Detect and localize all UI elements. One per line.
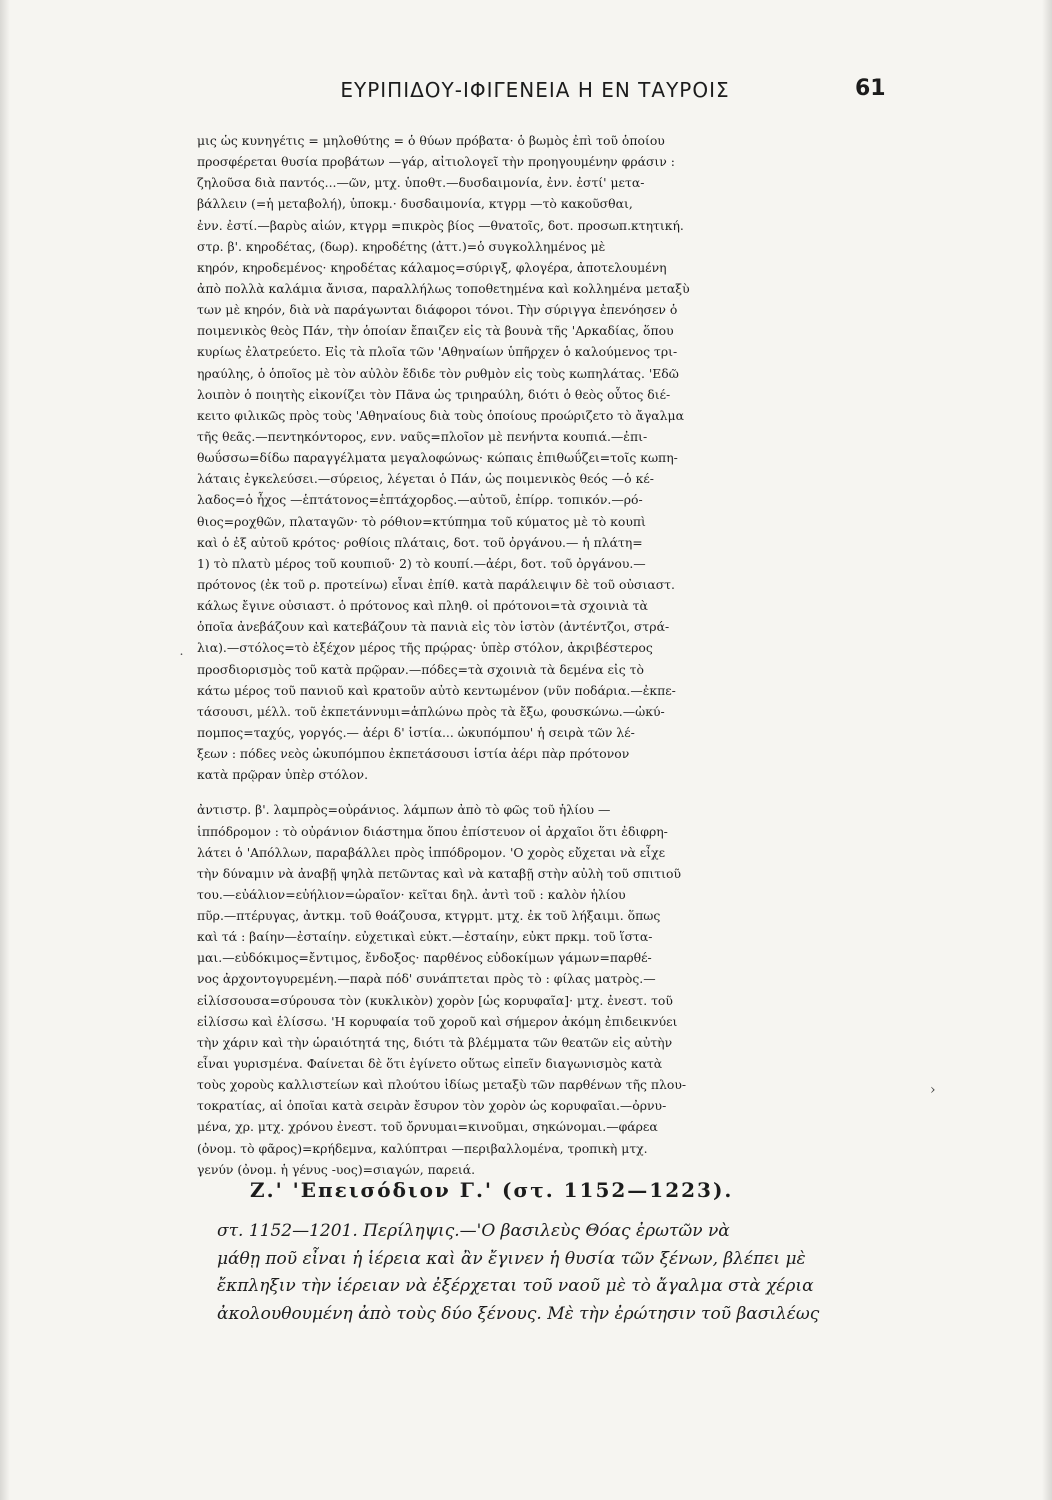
body-line: τοὺς χοροὺς καλλιστείων καὶ πλούτου ἰδίως μεταξὺ τῶν παρθένων τῆς πλου- [197,1077,687,1093]
body-line: του.—εὐάλιον=εὐήλιον=ὡραῖον· κεῖται δηλ. ἀντὶ τοῦ : καλὸν ἡλίου [197,886,626,902]
body-line: ἀντιστρ. β'. λαμπρὸς=οὐράνιος. λάμπων ἀπὸ τὸ φῶς τοῦ ἡλίου — [197,802,611,818]
body-line: γενύν (ὀνομ. ἡ γένυς -υος)=σιαγών, παρειά. [197,1161,476,1177]
body-line: ὁποῖα ἀνεβάζουν καὶ κατεβάζουν τὰ πανιὰ εἰς τὸν ἱστὸν (ἀντέντζοι, στρά- [197,619,670,635]
italic-line: ἀκολουθουμένη ἀπὸ τοὺς δύο ξένους. Μὲ τὴν ἐρώτησιν τοῦ βασιλέως [217,1303,820,1324]
italic-line: μάθῃ ποῦ εἶναι ἡ ἱέρεια καὶ ἂν ἔγινεν ἡ θυσία τῶν ξένων, βλέπει μὲ [217,1248,806,1269]
body-line: τάσουσι, μέλλ. τοῦ ἐκπετάννυμι=ἁπλώνω πρὸς τὰ ἔξω, φουσκώνω.—ὠκύ- [197,703,665,719]
section-heading: Ζ.' 'Επεισόδιον Γ.' (στ. 1152—1223). [250,1178,734,1202]
body-line: προσδιορισμὸς τοῦ κατὰ πρῷραν.—πόδες=τὰ σχοινιὰ τὰ δεμένα εἰς τὸ [197,661,644,677]
body-line: ἀπὸ πολλὰ καλάμια ἄνισα, παραλλήλως τοποθετημένα καὶ κολλημένα μεταξὺ [197,280,690,296]
body-line: λάταις ἐγκελεύσει.—σύρειος, λέγεται ὁ Πάν, ὡς ποιμενικὸς θεός —ὁ κέ- [197,471,654,487]
body-line: (ὀνομ. τὸ φᾶρος)=κρήδεμνα, καλύπτραι —περιβαλλομένα, τροπικὴ μτχ. [197,1140,648,1156]
body-line: κάτω μέρος τοῦ πανιοῦ καὶ κρατοῦν αὐτὸ κεντωμένον (νῦν ποδάρια.—ἐκπε- [197,682,676,698]
body-line: των μὲ κηρόν, διὰ νὰ παράγωνται διάφοροι τόνοι. Τὴν σύριγγα ἐπενόησεν ὁ [197,302,678,318]
page-edge-right [1042,0,1052,1500]
body-line: κατὰ πρῷραν ὑπὲρ στόλον. [197,767,369,783]
body-line: καὶ ὁ ἐξ αὐτοῦ κρότος· ροθίοις πλάταις, δοτ. τοῦ ὀργάνου.— ἡ πλάτη= [197,534,643,550]
body-line: ξεων : πόδες νεὸς ὠκυπόμπου ἐκπετάσουσι ἱστία ἀέρι πὰρ πρότονον [197,746,630,762]
body-line: εἱλίσσω καὶ ἑλίσσω. 'Η κορυφαία τοῦ χοροῦ καὶ σήμερον ἀκόμη ἐπιδεικνύει [197,1013,678,1029]
body-line: κηρόν, κηροδεμένος· κηροδέτας κάλαμος=σύριγξ, φλογέρα, ἀποτελουμένη [197,259,667,275]
body-line: εἱλίσσουσα=σύρουσα τὸν (κυκλικὸν) χορὸν [ὡς κορυφαῖα]· μτχ. ἐνεστ. τοῦ [197,992,673,1008]
body-line: πρότονος (ἐκ τοῦ ρ. προτείνω) εἶναι ἐπίθ. κατὰ παράλειψιν δὲ τοῦ οὐσιαστ. [197,576,675,592]
body-line: κάλως ἔγινε οὐσιαστ. ὁ πρότονος καὶ πληθ. οἱ πρότονοι=τὰ σχοινιὰ τὰ [197,598,648,614]
body-line: πῦρ.—πτέρυγας, ἀντκμ. τοῦ θοάζουσα, κτγρμτ. μτχ. ἐκ τοῦ λήξαιμι. ὅπως [197,908,661,924]
running-header: ΕΥΡΙΠΙΔΟΥ-ΙΦΙΓΕΝΕΙΑ Η ΕΝ ΤΑΥΡΟΙΣ [340,78,730,102]
body-line: καὶ τά : βαίην—ἐσταίην. εὐχετικαὶ εὐκτ.—ἐσταίην, εὐκτ πρκμ. τοῦ ἵστα- [197,929,653,945]
body-line: μις ὡς κυνηγέτις = μηλοθύτης = ὁ θύων πρόβατα· ὁ βωμὸς ἐπὶ τοῦ ὁποίου [197,133,665,148]
body-line: λαδος=ὁ ἦχος —ἑπτάτονος=ἑπτάχορδος.—αὐτοῦ, ἐπίρρ. τοπικόν.—ρό- [197,492,643,508]
body-line: κειτο φιλικῶς πρὸς τοὺς 'Αθηναίους διὰ τοὺς ὁποίους προώριζετο τὸ ἄγαλμα [197,407,684,423]
body-line: τὴν χάριν καὶ τὴν ὡραιότητά της, διότι τὰ βλέμματα τῶν θεατῶν εἰς αὐτὴν [197,1034,673,1050]
margin-mark: ˙ [178,652,185,668]
body-line: τῆς θεᾶς.—πεντηκόντορος, ενν. ναῦς=πλοῖον μὲ πενήντα κουπιά.—ἐπι- [197,428,648,444]
body-line: ἱππόδρομον : τὸ οὐράνιον διάστημα ὅπου ἐπίστευον οἱ ἀρχαῖοι ὅτι ἐδιφρη- [197,823,668,839]
body-line: στρ. β'. κηροδέτας, (δωρ). κηροδέτης (ἀττ.)=ὁ συγκολλημένος μὲ [197,238,606,254]
page-number: 61 [855,76,886,101]
italic-line: ἔκπληξιν τὴν ἱέρειαν νὰ ἐξέρχεται τοῦ ναοῦ μὲ τὸ ἄγαλμα στὰ χέρια [217,1276,814,1297]
body-line: προσφέρεται θυσία προβάτων —γάρ, αἰτιολογεῖ τὴν προηγουμένην φράσιν : [197,154,675,170]
body-line: βάλλειν (=ἡ μεταβολή), ὑποκμ.· δυσδαιμονία, κτγρμ —τὸ κακοῦσθαι, [197,196,633,212]
body-line: μένα, χρ. μτχ. χρόνου ἐνεστ. τοῦ ὄρνυμαι=κινοῦμαι, σηκώνομαι.—φάρεα [197,1119,658,1135]
body-line: τοκρατίας, αἱ ὁποῖαι κατὰ σειρὰν ἔσυρον τὸν χορὸν ὡς κορυφαῖαι.—ὀρνυ- [197,1098,667,1114]
body-line: θωΰσσω=δίδω παραγγέλματα μεγαλοφώνως· κώπαις ἐπιθωΰζει=τοῖς κωπη- [197,450,678,466]
body-line: λοιπὸν ὁ ποιητὴς εἰκονίζει τὸν Πᾶνα ὡς τριηραύλη, διότι ὁ θεὸς οὗτος διέ- [197,386,671,402]
body-line: μαι.—εὐδόκιμος=ἔντιμος, ἔνδοξος· παρθένος εὐδοκίμων γάμων=παρθέ- [197,950,652,966]
body-line: εἶναι γυρισμένα. Φαίνεται δὲ ὅτι ἐγίνετο οὕτως εἰπεῖν διαγωνισμὸς κατὰ [197,1056,663,1072]
body-line: κυρίως ἐλατρεύετο. Εἰς τὰ πλοῖα τῶν 'Αθηναίων ὑπῆρχεν ὁ καλούμενος τρι- [197,344,678,360]
body-line [197,785,912,799]
body-line: λάτει ὁ 'Απόλλων, παραβάλλει πρὸς ἱππόδρομον. 'Ο χορὸς εὔχεται νὰ εἶχε [197,844,666,860]
italic-line: στ. 1152—1201. Περίληψις.—'Ο βασιλεὺς Θόας ἐρωτῶν νὰ [217,1221,730,1241]
body-line: ἐνν. ἐστί.—βαρὺς αἰών, κτγρμ =πικρὸς βίος —θνατοῖς, δοτ. προσωπ.κτητική. [197,217,684,233]
commentary-text [197,130,912,1180]
body-line: πομπος=ταχύς, γοργός.— ἀέρι δ' ἱστία... ὠκυπόμπου' ἡ σειρὰ τῶν λέ- [197,724,635,740]
body-line: ζηλοῦσα διὰ παντός...—ῶν, μτχ. ὑποθτ.—δυσδαιμονία, ἐνν. ἐστί' μετα- [197,175,645,191]
body-line: λια).—στόλος=τὸ ἐξέχον μέρος τῆς πρῴρας· ὑπὲρ στόλον, ἀκριβέστερος [197,640,653,656]
body-line: ηραύλης, ὁ ὁποῖος μὲ τὸν αὐλὸν ἔδιδε τὸν ρυθμὸν εἰς τοὺς κωπηλάτας. 'Εδῶ [197,365,679,381]
body-line: 1) τὸ πλατὺ μέρος τοῦ κουπιοῦ· 2) τὸ κουπί.—ἀέρι, δοτ. τοῦ ὀργάνου.— [197,555,646,571]
page-edge-left [0,0,10,1500]
margin-mark: › [930,1082,936,1098]
summary-text [217,1218,917,1328]
body-line: θιος=ροχθῶν, πλαταγῶν· τὸ ρόθιον=κτύπημα τοῦ κύματος μὲ τὸ κουπὶ [197,513,646,529]
body-line: τὴν δύναμιν νὰ ἀναβῇ ψηλὰ πετῶντας καὶ νὰ καταβῇ στὴν αὐλὴ τοῦ σπιτιοῦ [197,865,681,881]
body-line: νος ἀρχοντογυρεμένη.—παρὰ πόδ' συνάπτεται πρὸς τὸ : φίλας ματρὸς.— [197,971,656,987]
body-line: ποιμενικὸς θεὸς Πάν, τὴν ὁποίαν ἔπαιζεν εἰς τὰ βουνὰ τῆς 'Αρκαδίας, ὅπου [197,323,674,339]
